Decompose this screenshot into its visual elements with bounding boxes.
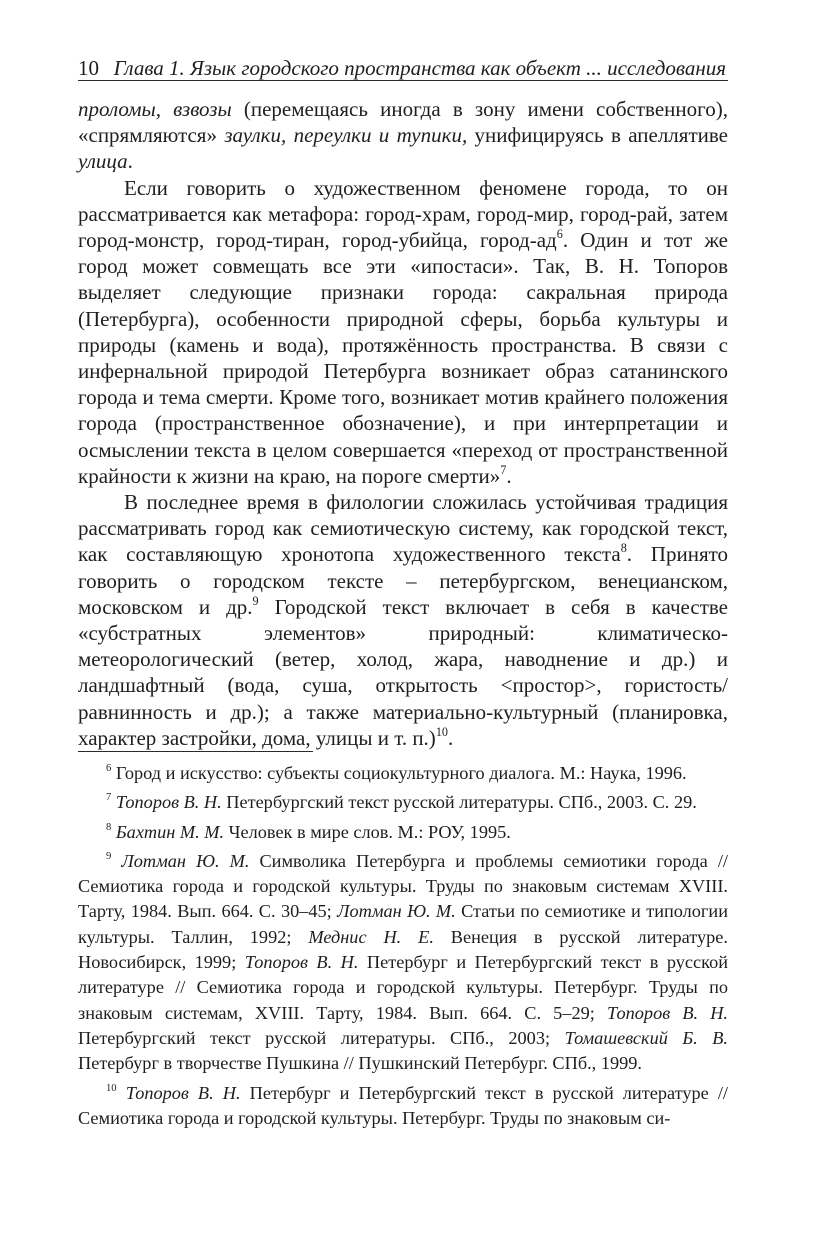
author-name: Томашевский Б. В. bbox=[564, 1027, 729, 1048]
footnote-9 bbox=[78, 849, 728, 1077]
footnote-ref: 9 bbox=[252, 593, 259, 608]
text-run: Если говорить о художественном феномене города, то он рассматривается как метафора: город-храм, город-мир, город-рай, затем город-монстр, город-тиран, город-убийца, город-ад bbox=[78, 175, 728, 253]
paragraph-1 bbox=[78, 96, 728, 175]
footnote-ref: 8 bbox=[620, 541, 627, 556]
author-name: Бахтин М. М. bbox=[115, 821, 225, 842]
text-run: Венеция в русской литературе. Новосибирск, 1999; bbox=[78, 926, 728, 973]
text-run: Символика Петербурга и проблемы семиотики города // Семиотика города и городской культуры. Труды по знаковым системам XVIII. Тарту, 1984. Вып. 664. С. 30–45; bbox=[78, 850, 728, 922]
footnote-6 bbox=[78, 761, 728, 786]
text-run: Петербург и Петербургский текст в русской литературе // Семиотика города и городской культуры. Петербург. Труды по знаковым системам, XVIII. Тарту, 1984. Вып. 664. С. 5–29; bbox=[78, 952, 728, 1023]
text-run: Статьи по семиотике и типологии культуры. Таллин, 1992; bbox=[78, 901, 728, 947]
footnote-separator bbox=[78, 751, 313, 752]
footnote-number: 7 bbox=[106, 792, 112, 804]
text-run: В последнее время в филологии сложилась устойчивая традиция рассматривать город как семиотическую систему, как городской текст, как составляющую хронотопа художественного текста bbox=[78, 490, 728, 567]
paragraph-2 bbox=[78, 175, 728, 489]
footnote-8 bbox=[78, 820, 728, 845]
footnote-7 bbox=[78, 790, 728, 815]
footnote-number: 8 bbox=[106, 821, 112, 833]
text-run: Городской текст включает в себя в качестве «субстратных элементов» природный: климатическо-метеорологический (ветер, холод, жара, наводнение и др.) и ландшафтный (вода, суша, открытость <простор>, гористость/равнинность и др.); а также материально-культурный (планировка, характер застройки, дома, улицы и т. п.) bbox=[78, 594, 728, 750]
footnote-ref: 7 bbox=[500, 462, 507, 477]
text-run: Петербургский текст русской литературы. СПб., 2003; bbox=[78, 1027, 565, 1048]
running-header bbox=[78, 50, 728, 81]
page-number: 10 bbox=[78, 56, 99, 80]
italic-term: проломы, взвозы bbox=[78, 97, 232, 121]
italic-term: улица bbox=[78, 149, 128, 174]
text-run: Петербургский текст русской литературы. СПб., 2003. С. 29. bbox=[221, 792, 697, 813]
text-run: Город и искусство: субъекты социокультурного диалога. М.: Наука, 1996. bbox=[111, 763, 687, 783]
text-run: . bbox=[506, 463, 512, 488]
footnote-number: 9 bbox=[106, 850, 112, 862]
text-run: (перемещаясь иногда в зону имени собственного), «спрямляются» bbox=[78, 97, 728, 148]
text-run: унифицируясь в апеллятиве bbox=[467, 123, 728, 148]
author-name: Топоров В. Н. bbox=[115, 792, 222, 813]
author-name: Лотман Ю. М. bbox=[337, 901, 456, 922]
author-name: Лотман Ю. М. bbox=[121, 850, 250, 871]
footnote-number: 6 bbox=[106, 763, 112, 775]
italic-term: заулки, переулки и тупики, bbox=[224, 123, 468, 148]
footnote-number: 10 bbox=[106, 1082, 117, 1094]
footnote-ref: 6 bbox=[556, 226, 563, 241]
text-run: . bbox=[447, 725, 454, 750]
paragraph-3 bbox=[78, 489, 728, 751]
main-text bbox=[78, 96, 728, 751]
text-run: . bbox=[127, 149, 133, 174]
text-run: Человек в мире слов. М.: РОУ, 1995. bbox=[224, 821, 511, 842]
author-name: Меднис Н. Е. bbox=[308, 926, 434, 947]
author-name: Топоров В. Н. bbox=[607, 1002, 728, 1023]
footnote-10 bbox=[78, 1081, 728, 1132]
text-run: . Один и тот же город может совмещать все эти «ипостаси». Так, В. Н. Топоров выделяет следующие признаки города: сакральная природа (Петербурга), особенности природной сферы, борьба культуры и природы (камень и вода), протяжённость пространства. В связи с инфернальной природой Петербурга возникает образ сатанинского города и тема смерти. Кроме того, возникает мотив крайнего положения города (пространственное обозначение), и при интерпретации и осмыслении текста в целом совершается «переход от пространственной крайности к жизни на краю, на пороге смерти» bbox=[78, 228, 728, 488]
footnote-ref: 10 bbox=[435, 724, 448, 739]
text-run: Петербург и Петербургский текст в русской литературе // Семиотика города и городской культуры. Петербург. Труды по знаковым си- bbox=[78, 1082, 728, 1128]
footnotes bbox=[78, 761, 728, 1131]
text-run: Петербург в творчестве Пушкина // Пушкинский Петербург. СПб., 1999. bbox=[78, 1053, 642, 1074]
text-run: . Принято говорить о городском тексте – петербургском, венецианском, московском и др. bbox=[78, 542, 728, 619]
author-name: Топоров В. Н. bbox=[244, 952, 359, 973]
author-name: Топоров В. Н. bbox=[125, 1082, 241, 1103]
running-title: Глава 1. Язык городского пространства как объект ... исследования bbox=[113, 56, 726, 80]
